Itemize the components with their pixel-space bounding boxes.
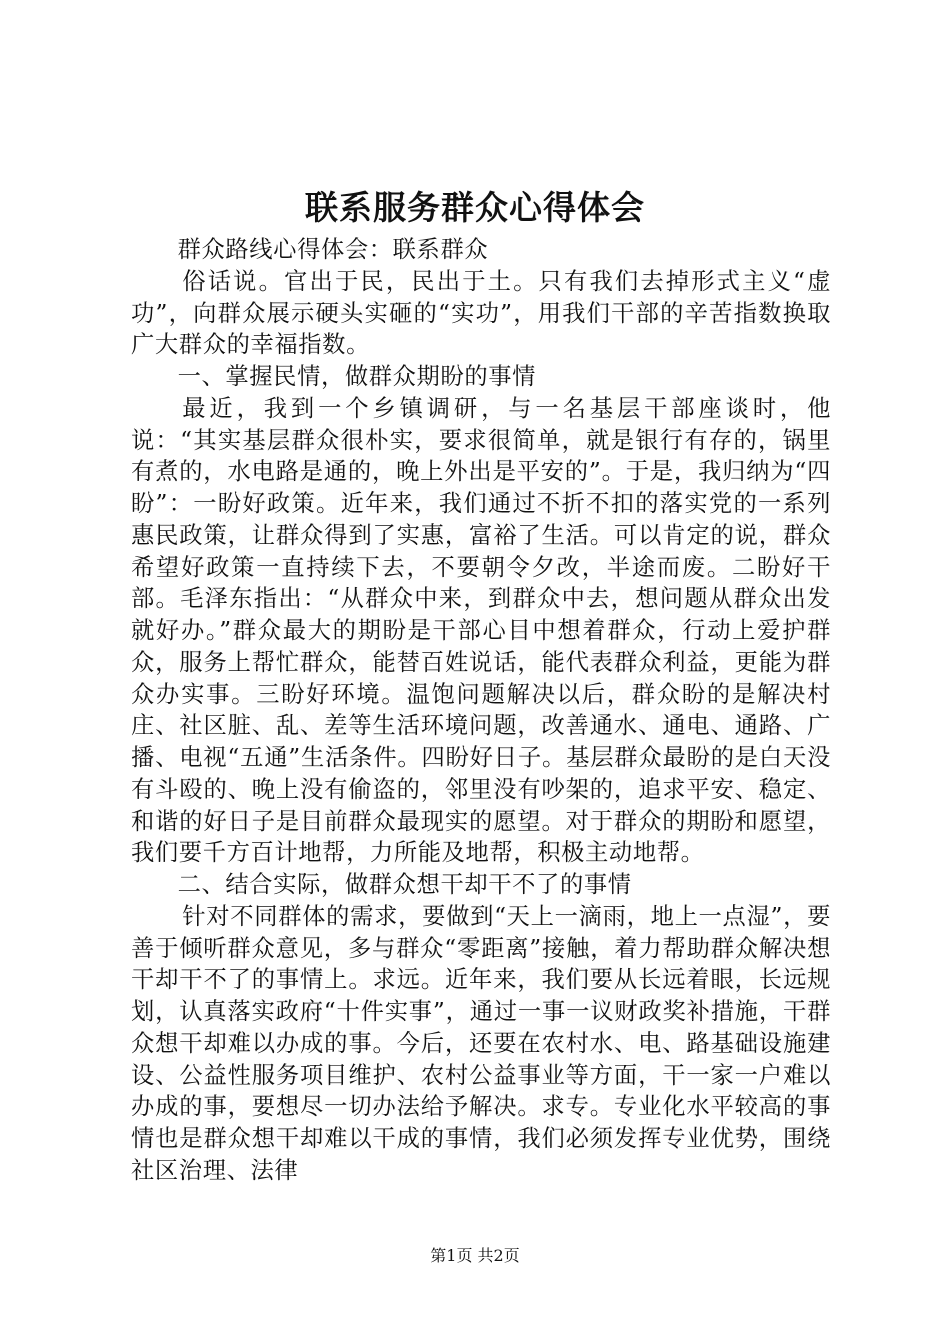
intro-paragraph: 俗话说。官出于民，民出于土。只有我们去掉形式主义“虚功”，向群众展示硬头实砸的“实功”，用我们干部的辛苦指数换取广大群众的幸福指数。 xyxy=(131,267,831,359)
section-heading-2: 二、结合实际，做群众想干却干不了的事情 xyxy=(177,871,632,898)
page-indicator: 第1页 共2页 xyxy=(430,1246,520,1265)
section-heading-1: 一、掌握民情，做群众期盼的事情 xyxy=(177,363,537,390)
document-title: 联系服务群众心得体会 xyxy=(305,188,645,227)
document-body xyxy=(131,234,831,1187)
subtitle-paragraph: 群众路线心得体会：联系群众 xyxy=(177,236,489,263)
page-footer xyxy=(0,1245,950,1267)
section-1-paragraph: 最近，我到一个乡镇调研，与一名基层干部座谈时，他说：“其实基层群众很朴实，要求很简单，就是银行有存的，锅里有煮的，水电路是通的，晚上外出是平安的”。于是，我归纳为“四盼”：一盼好政策。近年来，我们通过不折不扣的落实党的一系列惠民政策，让群众得到了实惠，富裕了生活。可以肯定的说，群众希望好政策一直持续下去，不要朝令夕改，半途而废。二盼好干部。毛泽东指出：“从群众中来，到群众中去，想问题从群众出发就好办。”群众最大的期盼是干部心目中想着群众，行动上爱护群众，服务上帮忙群众，能替百姓说话，能代表群众利益，更能为群众办实事。三盼好环境。温饱问题解决以后，群众盼的是解决村庄、社区脏、乱、差等生活环境问题，改善通水、通电、通路、广播、电视“五通”生活条件。四盼好日子。基层群众最盼的是白天没有斗殴的、晚上没有偷盗的，邻里没有吵架的，追求平安、稳定、和谐的好日子是目前群众最现实的愿望。对于群众的期盼和愿望，我们要千方百计地帮，力所能及地帮，积极主动地帮。 xyxy=(131,394,831,867)
section-2-paragraph: 针对不同群体的需求，要做到“天上一滴雨，地上一点湿”，要善于倾听群众意见，多与群众“零距离”接触，着力帮助群众解决想干却干不了的事情上。求远。近年来，我们要从长远着眼，长远规划，认真落实政府“十件实事”，通过一事一议财政奖补措施，干群众想干却难以办成的事。今后，还要在农村水、电、路基础设施建设、公益性服务项目维护、农村公益事业等方面，干一家一户难以办成的事，要想尽一切办法给予解决。求专。专业化水平较高的事情也是群众想干却难以干成的事情，我们必须发挥专业优势，围绕社区治理、法律 xyxy=(131,902,831,1184)
